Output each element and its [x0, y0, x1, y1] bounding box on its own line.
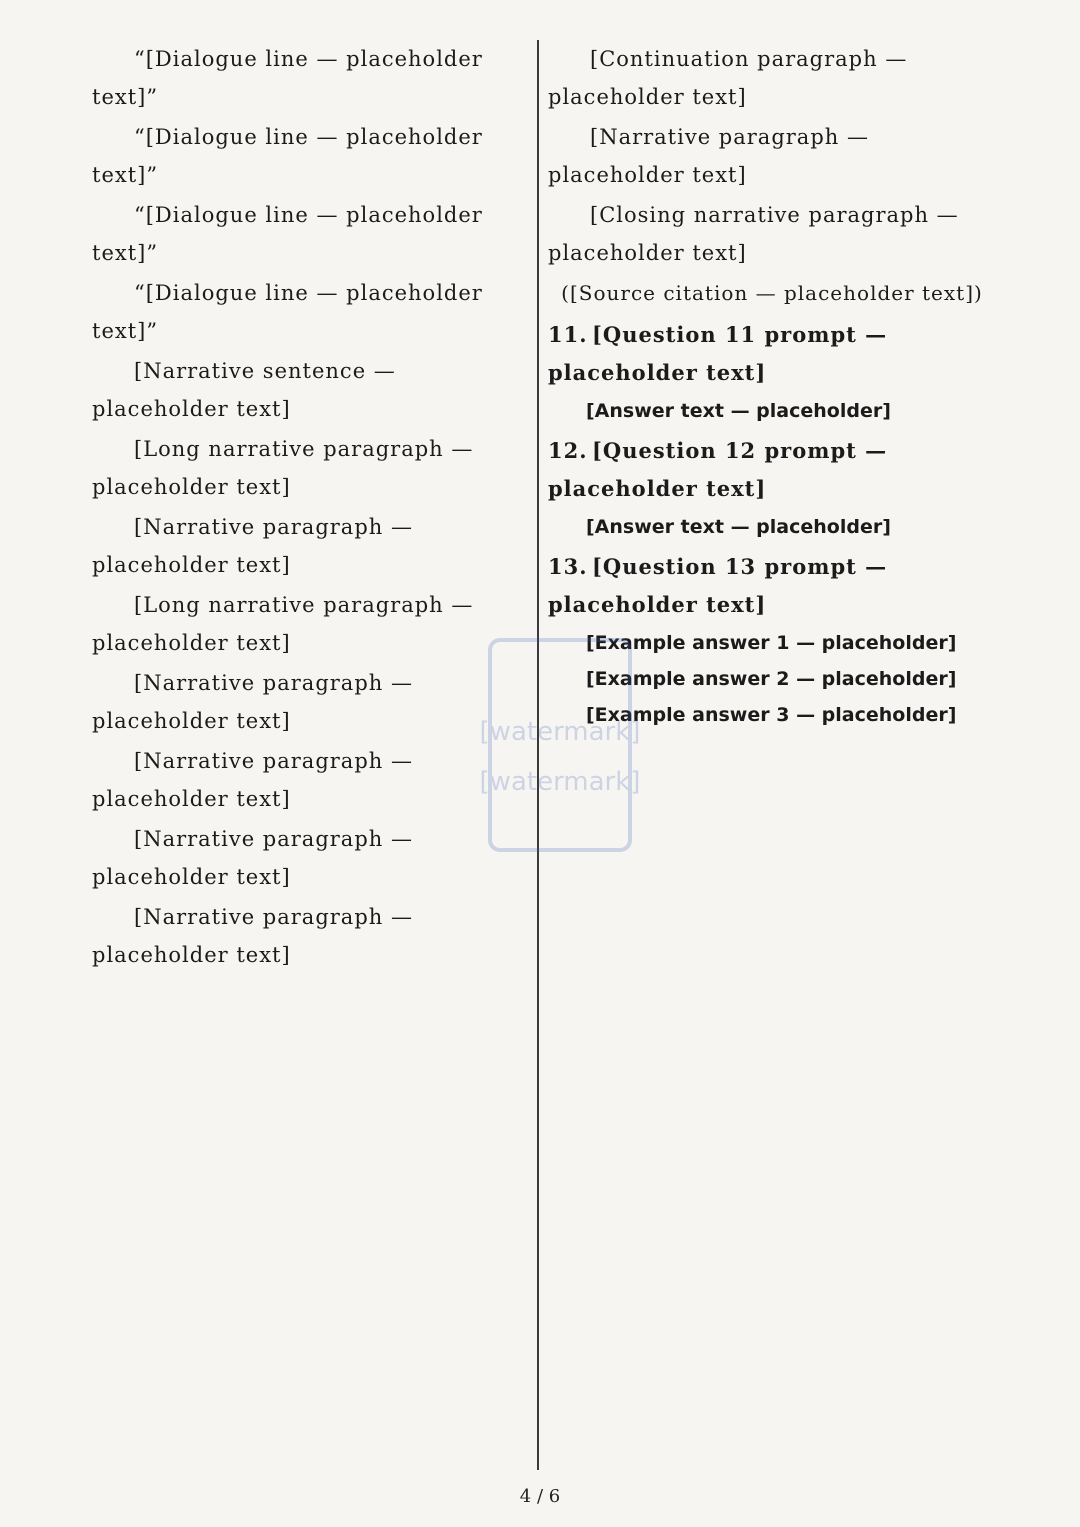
paragraph: “[Dialogue line — placeholder text]” [92, 203, 483, 265]
paragraph: [Narrative paragraph — placeholder text] [92, 515, 413, 577]
question-11 [548, 316, 996, 428]
paragraph: [Narrative paragraph — placeholder text] [548, 125, 869, 187]
question-number: 13. [548, 554, 588, 579]
watermark-logo [470, 630, 650, 860]
answer-text: [Example answer 1 — placeholder] [586, 632, 957, 654]
question-number: 12. [548, 438, 588, 463]
question-12 [548, 432, 996, 544]
paragraph: [Narrative paragraph — placeholder text] [92, 671, 413, 733]
left-text-column [92, 40, 528, 1457]
question-text: [Question 11 prompt — placeholder text] [548, 322, 888, 385]
question-prompt [548, 316, 996, 392]
paragraph: [Long narrative paragraph — placeholder text] [92, 437, 474, 499]
answer-text: [Answer text — placeholder] [586, 516, 891, 538]
paragraph: [Long narrative paragraph — placeholder text] [92, 593, 474, 655]
paragraph: [Narrative paragraph — placeholder text] [92, 749, 413, 811]
question-prompt [548, 432, 996, 508]
question-text: [Question 13 prompt — placeholder text] [548, 554, 888, 617]
paragraph: [Closing narrative paragraph — placeholder text] [548, 203, 959, 265]
question-text: [Question 12 prompt — placeholder text] [548, 438, 888, 501]
paragraph: “[Dialogue line — placeholder text]” [92, 125, 483, 187]
watermark-text-b: [watermark] [479, 767, 641, 797]
question-prompt [548, 548, 996, 624]
paragraph: [Narrative paragraph — placeholder text] [92, 827, 413, 889]
paragraph: “[Dialogue line — placeholder text]” [92, 281, 483, 343]
paragraph: [Narrative sentence — placeholder text] [92, 359, 396, 421]
paragraph: [Continuation paragraph — placeholder text] [548, 47, 908, 109]
paragraph: [Narrative paragraph — placeholder text] [92, 905, 413, 967]
watermark-text-a: [watermark] [479, 717, 641, 747]
question-number: 11. [548, 322, 588, 347]
answer-text: [Example answer 3 — placeholder] [586, 704, 957, 726]
answer-text: [Example answer 2 — placeholder] [586, 668, 957, 690]
source-citation: ([Source citation — placeholder text]) [561, 281, 983, 305]
answer-text: [Answer text — placeholder] [586, 400, 891, 422]
paragraph: “[Dialogue line — placeholder text]” [92, 47, 483, 109]
page-number: 4 / 6 [519, 1486, 561, 1507]
